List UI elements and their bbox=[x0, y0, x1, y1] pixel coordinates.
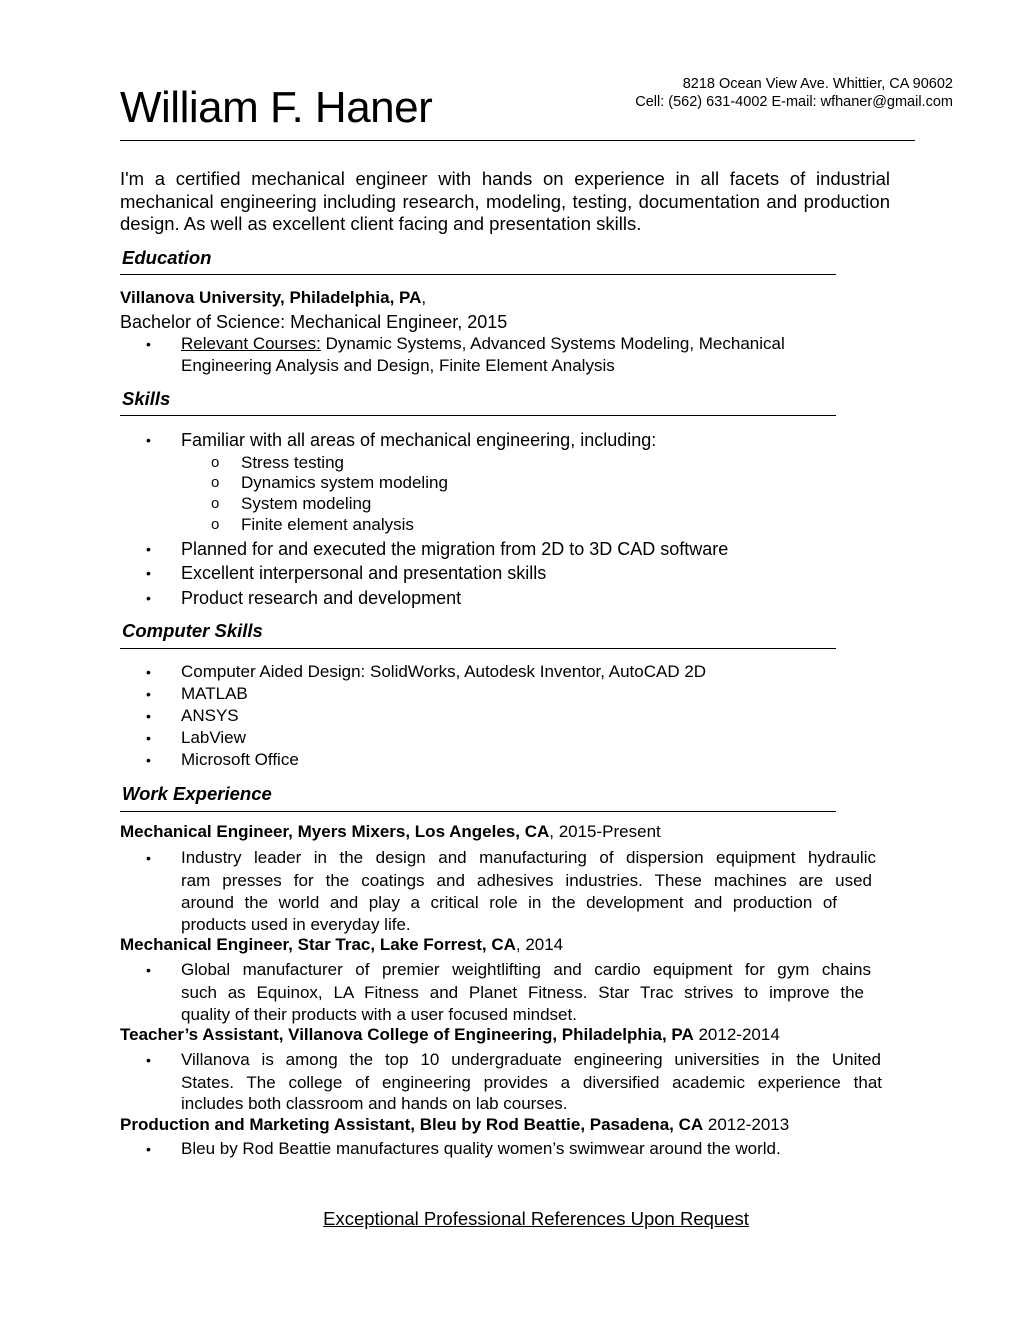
bullet-glyph: • bbox=[146, 336, 151, 352]
bullet-glyph: • bbox=[146, 565, 151, 581]
bullet-glyph: • bbox=[146, 590, 151, 606]
job-description-line: Bleu by Rod Beattie manufactures quality women’s swimwear around the world. bbox=[181, 1139, 781, 1158]
school-name: Villanova University, Philadelphia, PA bbox=[120, 288, 422, 307]
job-title-line bbox=[120, 934, 563, 956]
sub-skill-item: Stress testing bbox=[241, 453, 344, 472]
references-note: Exceptional Professional References Upon Request bbox=[323, 1208, 749, 1229]
job-dates: , 2014 bbox=[515, 935, 564, 954]
phone-email: Cell: (562) 631-4002 E-mail: wfhaner@gmail.com bbox=[635, 94, 953, 110]
courses-line-2: Engineering Analysis and Design, Finite Element Analysis bbox=[181, 356, 615, 375]
courses-line-1: Dynamic Systems, Advanced Systems Modeling, Mechanical bbox=[320, 334, 785, 353]
job-description-line: States. The college of engineering provides a diversified academic experience that bbox=[181, 1073, 882, 1092]
summary-paragraph: I'm a certified mechanical engineer with hands on experience in all facets of industrial mechanical engineering including research, modeling, testing, documentation and production design. As well as excellent client facing and presentation skills. bbox=[120, 168, 890, 234]
job-title: Production and Marketing Assistant, Bleu by Rod Beattie, Pasadena, CA bbox=[120, 1115, 704, 1134]
bullet-glyph: • bbox=[146, 962, 151, 978]
skills-heading: Skills bbox=[122, 388, 171, 409]
school-suffix: , bbox=[421, 288, 427, 307]
computer-skill-item: MATLAB bbox=[181, 684, 248, 703]
sub-skill-item: Dynamics system modeling bbox=[241, 473, 448, 492]
job-title: Teacher’s Assistant, Villanova College of Engineering, Philadelphia, PA bbox=[120, 1025, 694, 1044]
relevant-courses bbox=[181, 333, 785, 355]
bullet-glyph: • bbox=[146, 1052, 151, 1068]
job-title-line bbox=[120, 1024, 780, 1046]
job-description-line: products used in everyday life. bbox=[181, 915, 411, 934]
skill-item: Excellent interpersonal and presentation skills bbox=[181, 563, 547, 583]
bullet-glyph: • bbox=[146, 432, 151, 448]
bullet-glyph: • bbox=[146, 730, 151, 746]
bullet-glyph: • bbox=[146, 686, 151, 702]
education-divider bbox=[120, 274, 836, 275]
bullet-glyph: • bbox=[146, 1141, 151, 1157]
job-title: Mechanical Engineer, Myers Mixers, Los Angeles, CA bbox=[120, 822, 550, 841]
computer-skills-divider bbox=[120, 648, 836, 649]
computer-skill-item: Computer Aided Design: SolidWorks, Autodesk Inventor, AutoCAD 2D bbox=[181, 662, 707, 681]
sub-bullet-glyph: o bbox=[211, 495, 220, 512]
bullet-glyph: • bbox=[146, 850, 151, 866]
bullet-glyph: • bbox=[146, 541, 151, 557]
work-experience-heading: Work Experience bbox=[122, 783, 272, 804]
job-description-line: Industry leader in the design and manufacturing of dispersion equipment hydraulic bbox=[181, 848, 876, 867]
job-description-line: includes both classroom and hands on lab courses. bbox=[181, 1094, 568, 1113]
sub-bullet-glyph: o bbox=[211, 474, 220, 491]
computer-skill-item: Microsoft Office bbox=[181, 750, 299, 769]
sub-bullet-glyph: o bbox=[211, 454, 220, 471]
job-description-line: around the world and play a critical role in the development and production of bbox=[181, 893, 837, 912]
job-title-line bbox=[120, 821, 661, 843]
job-description-line: quality of their products with a user focused mindset. bbox=[181, 1005, 577, 1024]
job-dates: , 2015-Present bbox=[549, 822, 661, 841]
computer-skill-item: ANSYS bbox=[181, 706, 239, 725]
address: 8218 Ocean View Ave. Whittier, CA 90602 bbox=[682, 76, 953, 92]
header-divider bbox=[120, 140, 915, 141]
courses-label: Relevant Courses: bbox=[181, 334, 321, 353]
degree: Bachelor of Science: Mechanical Engineer, 2015 bbox=[120, 312, 508, 332]
job-dates: 2012-2014 bbox=[693, 1025, 780, 1044]
contact-block bbox=[635, 75, 953, 111]
skills-intro: Familiar with all areas of mechanical engineering, including: bbox=[181, 430, 657, 450]
job-description-line: such as Equinox, LA Fitness and Planet Fitness. Star Trac strives to improve the bbox=[181, 983, 864, 1002]
job-description-line: Global manufacturer of premier weightlifting and cardio equipment for gym chains bbox=[181, 960, 871, 979]
skills-divider bbox=[120, 415, 836, 416]
skill-item: Planned for and executed the migration from 2D to 3D CAD software bbox=[181, 539, 729, 559]
computer-skills-heading: Computer Skills bbox=[122, 620, 263, 641]
work-experience-divider bbox=[120, 811, 836, 812]
job-dates: 2012-2013 bbox=[703, 1115, 790, 1134]
job-description-line: Villanova is among the top 10 undergraduate engineering universities in the United bbox=[181, 1050, 881, 1069]
education-heading: Education bbox=[122, 247, 212, 268]
computer-skill-item: LabView bbox=[181, 728, 246, 747]
skill-item: Product research and development bbox=[181, 588, 462, 608]
job-description-line: ram presses for the coatings and adhesives industries. These machines are used bbox=[181, 871, 872, 890]
sub-skill-item: Finite element analysis bbox=[241, 515, 414, 534]
bullet-glyph: • bbox=[146, 752, 151, 768]
candidate-name: William F. Haner bbox=[120, 83, 433, 132]
job-title-line bbox=[120, 1114, 789, 1136]
school-line bbox=[120, 287, 426, 309]
sub-skill-item: System modeling bbox=[241, 494, 372, 513]
bullet-glyph: • bbox=[146, 664, 151, 680]
bullet-glyph: • bbox=[146, 708, 151, 724]
sub-bullet-glyph: o bbox=[211, 516, 220, 533]
job-title: Mechanical Engineer, Star Trac, Lake Forrest, CA bbox=[120, 935, 516, 954]
